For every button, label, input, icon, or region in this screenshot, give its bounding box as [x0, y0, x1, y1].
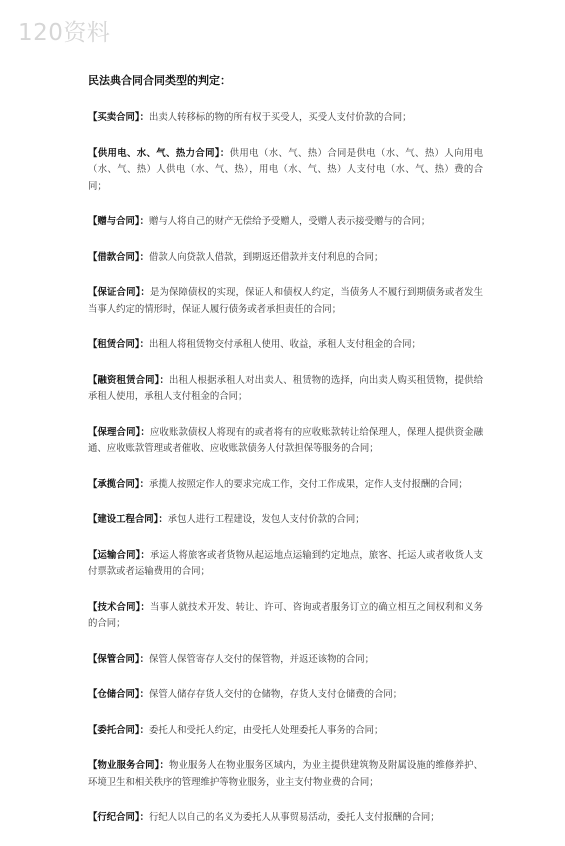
term-separator: ：	[139, 112, 149, 123]
term-separator: ：	[139, 251, 149, 263]
document-title: 民法典合同合同类型的判定：	[88, 74, 231, 87]
term-separator: ：	[158, 514, 168, 525]
contract-term: 【租赁合同】	[88, 339, 140, 350]
contract-term: 【仓储合同】	[88, 689, 140, 700]
contract-definition: 物业服务人在物业服务区域内，为业主提供建筑物及附属设施的维修养护、环境卫生和相关秩序的管理维护等物业服务，业主支付物业费的合同；	[88, 760, 483, 788]
term-separator: ：	[139, 339, 149, 350]
contract-definition: 委托人和受托人约定，由受托人处理委托人事务的合同；	[148, 724, 384, 736]
term-separator: ：	[139, 724, 149, 736]
contract-entry	[88, 146, 483, 196]
contract-type-list	[88, 110, 483, 827]
contract-definition: 承揽人按照定作人的要求完成工作，交付工作成果，定作人支付报酬的合同；	[148, 478, 468, 490]
contract-entry	[88, 110, 483, 127]
term-separator: ：	[140, 549, 150, 561]
contract-term: 【运输合同】	[88, 549, 141, 561]
contract-term: 【保证合同】	[88, 287, 141, 298]
contract-entry	[88, 548, 483, 581]
contract-definition: 承包人进行工程建设，发包人支付价款的合同；	[167, 514, 365, 525]
contract-definition: 承运人将旅客或者货物从起运地点运输到约定地点，旅客、托运人或者收货人支付票款或者运输费用的合同；	[88, 549, 483, 577]
contract-definition: 赠与人将自己的财产无偿给予受赠人，受赠人表示接受赠与的合同；	[148, 216, 431, 227]
term-separator: ：	[139, 812, 149, 823]
term-separator: ：	[139, 653, 149, 665]
document-body	[88, 73, 483, 846]
contract-term: 【物业服务合同】	[88, 760, 160, 771]
contract-term: 【借款合同】	[88, 251, 140, 263]
contract-definition: 出租人根据承租人对出卖人、租赁物的选择，向出卖人购买租赁物，提供给承租人使用，承租人支付租金的合同；	[88, 374, 483, 402]
contract-term: 【赠与合同】	[88, 216, 140, 227]
term-separator: ：	[140, 287, 150, 298]
term-separator: ：	[219, 147, 230, 159]
term-separator: ：	[139, 478, 149, 490]
contract-definition: 出租人将租赁物交付承租人使用、收益，承租人支付租金的合同；	[148, 339, 421, 350]
term-separator: ：	[140, 601, 150, 613]
contract-entry	[88, 512, 483, 529]
contract-definition: 是为保障债权的实现，保证人和债权人约定，当债务人不履行到期债务或者发生当事人约定的情形时，保证人履行债务或者承担责任的合同；	[88, 287, 483, 315]
term-separator: ：	[139, 216, 149, 227]
term-separator: ：	[140, 426, 150, 438]
contract-definition: 供用电（水、气、热）合同是供电（水、气、热）人向用电（水、气、热）人供电（水、气、热），用电（水、气、热）人支付电（水、气、热）费的合同；	[88, 147, 483, 192]
contract-term: 【承揽合同】	[88, 478, 140, 490]
contract-term: 【委托合同】	[88, 724, 140, 736]
contract-entry	[88, 758, 483, 791]
contract-entry	[88, 600, 483, 633]
contract-entry	[88, 214, 483, 231]
contract-entry	[88, 425, 483, 458]
contract-term: 【保理合同】	[88, 426, 141, 438]
contract-entry	[88, 250, 483, 267]
contract-term: 【建设工程合同】	[88, 514, 159, 525]
contract-entry	[88, 652, 483, 669]
watermark-logo: 120资料	[18, 20, 111, 46]
contract-entry	[88, 477, 483, 494]
contract-term: 【供用电、水、气、热力合同】	[88, 147, 220, 159]
contract-entry	[88, 687, 483, 704]
contract-entry	[88, 373, 483, 406]
term-separator: ：	[139, 689, 149, 700]
contract-entry	[88, 285, 483, 318]
contract-definition: 出卖人转移标的物的所有权于买受人，买受人支付价款的合同；	[148, 112, 412, 123]
contract-definition: 借款人向贷款人借款，到期返还借款并支付利息的合同；	[148, 251, 384, 263]
contract-entry	[88, 810, 483, 827]
contract-definition: 保管人储存存货人交付的仓储物，存货人支付仓储费的合同；	[148, 689, 403, 700]
term-separator: ：	[159, 760, 169, 771]
contract-term: 【行纪合同】	[88, 812, 140, 823]
contract-term: 【买卖合同】	[88, 112, 140, 123]
term-separator: ：	[159, 374, 169, 386]
contract-entry	[88, 723, 483, 740]
contract-definition: 应收账款债权人将现有的或者将有的应收账款转让给保理人，保理人提供资金融通、应收账款管理或者催收、应收账款债务人付款担保等服务的合同；	[88, 426, 483, 454]
contract-term: 【融资租赁合同】	[88, 374, 160, 386]
contract-term: 【保管合同】	[88, 653, 140, 665]
contract-definition: 保管人保管寄存人交付的保管物，并返还该物的合同；	[148, 653, 374, 665]
contract-definition: 当事人就技术开发、转让、许可、咨询或者服务订立的确立相互之间权利和义务的合同；	[88, 601, 483, 629]
contract-definition: 行纪人以自己的名义为委托人从事贸易活动，委托人支付报酬的合同；	[148, 812, 440, 823]
contract-entry	[88, 337, 483, 354]
contract-term: 【技术合同】	[88, 601, 141, 613]
